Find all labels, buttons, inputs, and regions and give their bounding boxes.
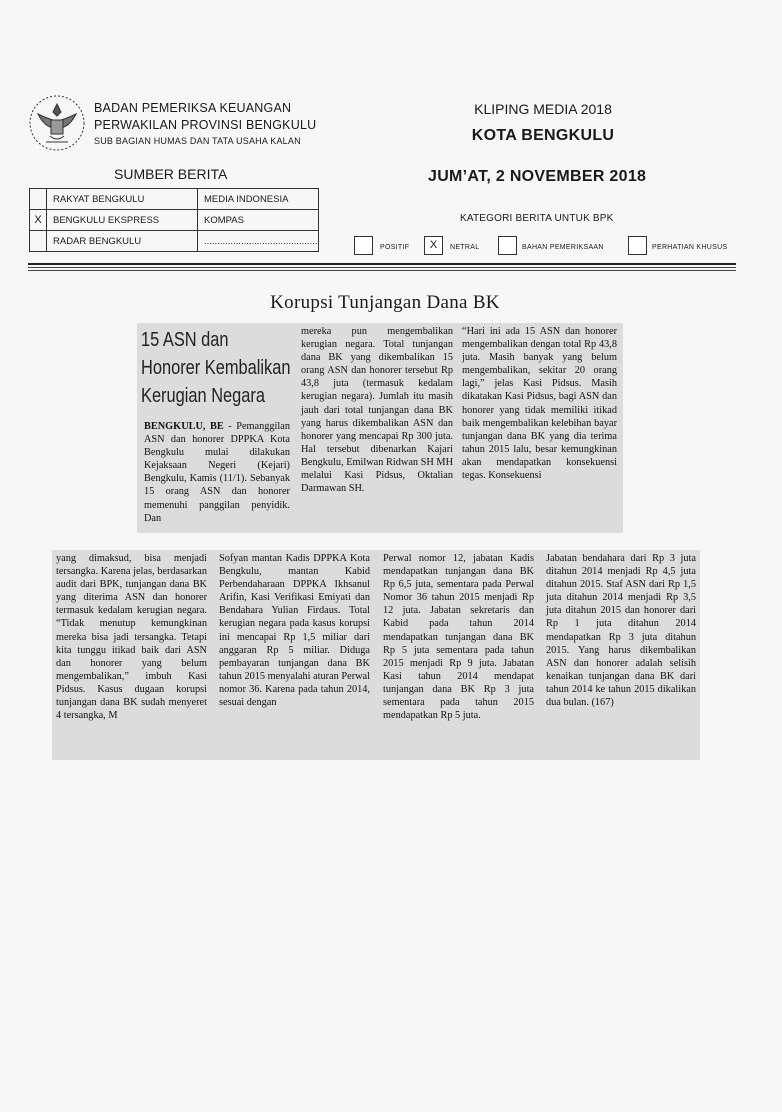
divider	[28, 263, 736, 265]
org-header	[94, 100, 316, 148]
category-checkbox-perhatian	[628, 236, 647, 255]
source-name: RAKYAT BENGKULU	[47, 189, 198, 210]
divider	[28, 270, 736, 271]
category-label: POSITIF	[380, 244, 410, 251]
divider	[28, 267, 736, 268]
garuda-emblem-icon	[26, 92, 88, 154]
category-checkbox-positif	[354, 236, 373, 255]
publication-date: JUM’AT, 2 NOVEMBER 2018	[428, 168, 647, 185]
article-column: mereka pun mengembalikan kerugian negara. Total tunjangan dana BK yang dikembalikan 15 orang ASN dan honorer tersebut Rp 43,8 juta (termasuk kedalam kerugian negara). Jumlah itu masih jauh dari total tunjangan dana BK yang harus dikembalikan ASN dan honorer yang mencapai Rp 300 juta. Hal tersebut dibenarkan Kajari Bengkulu, Emilwan Ridwan SH MH melalui Kasi Pidsus, Oktalian Darmawan SH.	[301, 326, 453, 495]
source-name: ...........................................	[198, 231, 319, 252]
kliping-title: KLIPING MEDIA 2018	[474, 101, 612, 117]
source-mark	[30, 231, 47, 252]
source-name: RADAR BENGKULU	[47, 231, 198, 252]
source-name: KOMPAS	[198, 210, 319, 231]
org-subdivision: SUB BAGIAN HUMAS DAN TATA USAHA KALAN	[94, 136, 301, 146]
article-column: “Hari ini ada 15 ASN dan honorer mengembalikan dengan total Rp 43,8 juta. Masih banyak yang belum mengembalikan, sekitar 20 orang lagi,” jelas Kasi Pidsus. Masih dikatakan Kasi Pidsus, bagi ASN dan honorer yang tidak memiliki itikad baik mengembalikan kelebihan bayar tunjangan dana BK yang dia terima tahun 2015 lalu, besar kemungkinan akan mendapatkan konsekuensi tegas. Konsekuensi	[462, 326, 617, 482]
source-name: BENGKULU EKSPRESS	[47, 210, 198, 231]
category-title: KATEGORI BERITA UNTUK BPK	[460, 213, 614, 224]
source-title: SUMBER BERITA	[114, 166, 228, 182]
org-branch: PERWAKILAN PROVINSI BENGKULU	[94, 118, 317, 132]
category-label: PERHATIAN KHUSUS	[652, 244, 728, 251]
dateline: BENGKULU, BE	[144, 421, 224, 432]
article-subheadline: 15 ASN dan Honorer Kembalikan Kerugian Negara	[141, 329, 291, 407]
source-row	[30, 210, 319, 231]
kliping-header	[418, 100, 668, 145]
article-column: Perwal nomor 12, jabatan Kadis mendapatkan tunjangan dana BK Rp 6,5 juta, sementara pada Perwal Nomor 36 tahun 2015 menjadi Rp 12 juta. Jabatan sekretaris dan Kabid pada tahun 2014 mendapatkan tunjangan dana BK Rp 5 juta sementara pada tahun 2015 menjadi Rp 9 juta. Jabatan Kasi tahun 2014 mendapat tunjangan dana BK Rp 3 juta sementara pada tahun 2015 mendapatkan Rp 5 juta.	[383, 553, 534, 722]
article-column: yang dimaksud, bisa menjadi tersangka. Karena jelas, berdasarkan audit dari BPK, tunjangan dana BK yang diterima ASN dan honorer termasuk kedalam kerugian negara. “Tidak menutup kemungkinan mereka bisa jadi tersangka. Tetapi kita tunggu itikad baik dari ASN dan honorer yang belum mengembalikan,” imbuh Kasi Pidsus. Kasus dugaan korupsi tunjangan dana BK sudah menyeret 4 tersangka, M	[56, 553, 207, 722]
city-title: KOTA BENGKULU	[471, 127, 615, 144]
source-row	[30, 189, 319, 210]
source-mark	[30, 189, 47, 210]
category-checkbox-bahan	[498, 236, 517, 255]
article-column: Jabatan bendahara dari Rp 3 juta ditahun 2014 menjadi Rp 4,5 juta ditahun 2015. Staf ASN dari Rp 1,5 juta ditahun 2014 menjadi Rp 3,5 juta ditahun 2015 dan honorer dari Rp 1 juta ditahun 2014 mendapatkan Rp 3 juta ditahun 2015. Yang harus dikembalikan ASN dan honorer adalah selisih kenaikan tunjangan dana BK dari tahun 2014 ke tahun 2015 dikalikan dua bulan. (167)	[546, 553, 696, 709]
category-checkbox-netral: X	[424, 236, 443, 255]
article-column: BENGKULU, BE - Pemanggilan ASN dan honorer DPPKA Kota Bengkulu mulai dilakukan Kejaksaan Negeri (Kejari) Bengkulu, Kamis (11/1). Sebanyak 15 orang ASN dan honorer memenuhi panggilan penyidik. Dan	[144, 421, 290, 524]
source-name: MEDIA INDONESIA	[198, 189, 319, 210]
source-table	[29, 188, 319, 252]
source-row	[30, 231, 319, 252]
article-headline: Korupsi Tunjangan Dana BK	[270, 292, 500, 313]
article-column: Sofyan mantan Kadis DPPKA Kota Bengkulu, mantan Kabid Perbendaharaan DPPKA Ikhsanul Arifin, Kasi Verifikasi Emiyati dan Bendahara Yulian Firdaus. Total kerugian negara pada kasus korupsi ini mencapai Rp 1,5 miliar dari anggaran Rp 5 miliar. Diduga pembayaran tunjangan dana BK tahun 2015 menyalahi aturan Perwal nomor 36. Karena pada tahun 2014, sesuai dengan	[219, 553, 370, 709]
category-label: BAHAN PEMERIKSAAN	[522, 244, 604, 251]
category-label: NETRAL	[450, 244, 480, 251]
source-mark: X	[30, 210, 47, 231]
org-name: BADAN PEMERIKSA KEUANGAN	[94, 101, 292, 115]
